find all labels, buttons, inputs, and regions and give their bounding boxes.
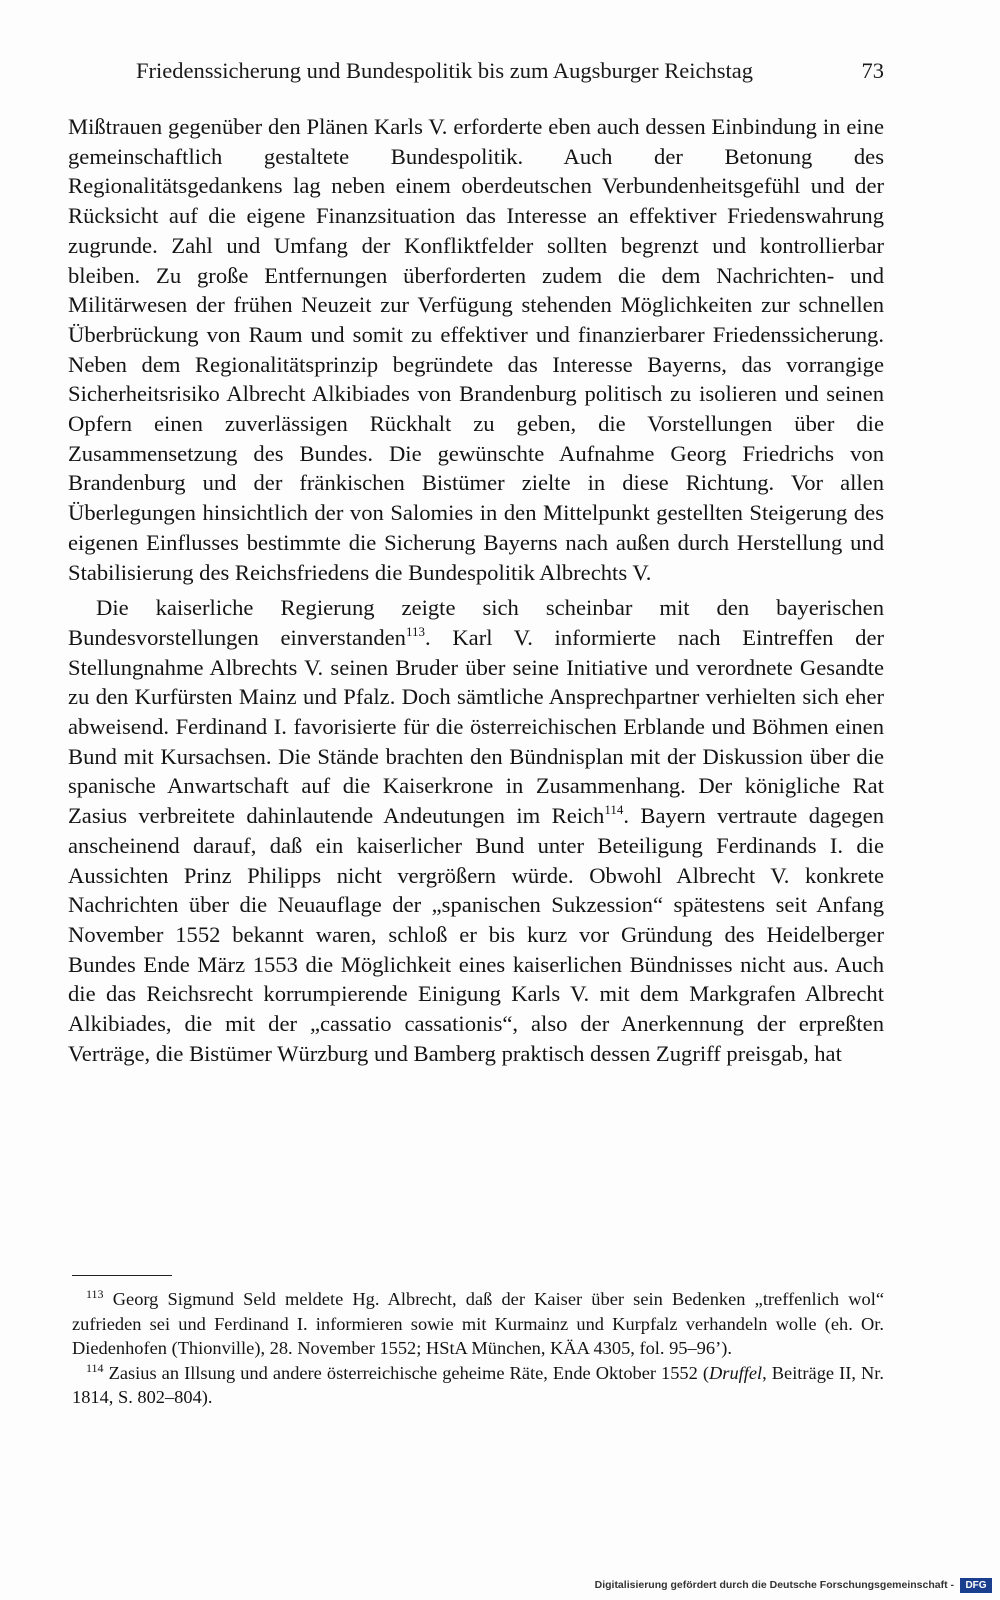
footnote-ref-114[interactable]: 114 [604,802,624,818]
footnote-divider [72,1275,172,1276]
dfg-logo[interactable]: DFG [960,1578,992,1593]
running-head [68,55,884,87]
footnote-ref-113[interactable]: 113 [405,623,425,639]
main-text [68,112,884,1069]
page-number: 73 [861,58,884,83]
footnote-author: Druffel [709,1362,763,1383]
digitization-credit: Digitalisierung gefördert durch die Deutsche Forschungsgemeinschaft - [594,1579,954,1591]
paragraph-2-part-a: Die kaiserliche Regierung zeigte sich scheinbar mit den bayerischen Bundesvorstellungen einverstanden [68,595,884,650]
running-title: Friedenssicherung und Bundespolitik bis zum Augsburger Reichstag [136,58,754,83]
footnote-113 [72,1287,884,1361]
paragraph-2-part-b: . Karl V. informierte nach Eintreffen der Stellungnahme Albrechts V. seinen Bruder über seine Initiative und verordnete Gesandte zu den Kurfürsten Mainz und Pfalz. Doch sämtliche Ansprechpartner verhielten sich eher abweisend. Ferdinand I. favorisierte für die österreichischen Erblande und Böhmen einen Bund mit Kursachsen. Die Stände brachten den Bündnisplan mit der Diskussion über die spanische Anwartschaft auf die Kaiserkrone in Zusammenhang. Der königliche Rat Zasius verbreitete dahinlautende Andeutungen im Reich [68,624,884,829]
footnote-number: 114 [86,1360,104,1375]
footnote-text: Georg Sigmund Seld meldete Hg. Albrecht, daß der Kaiser über sein Bedenken „treffenlich wol“ zufrieden sei und Ferdinand I. informieren sowie mit Kurmainz und Kurpfalz verhandeln wolle (eh. Or. Diedenhofen (Thionville), 28. November 1552; HStA München, KÄA 4305, fol. 95–96’). [72,1289,884,1359]
paragraph-2 [68,593,884,1068]
footnote-114 [72,1361,884,1410]
footnote-text-end: , Beiträge II, Nr. 1814, S. 802–804). [72,1362,884,1408]
paragraph-1: Mißtrauen gegenüber den Plänen Karls V. erforderte eben auch dessen Einbindung in eine gemeinschaftlich gestaltete Bundespolitik. Auch der Betonung des Regionalitätsgedankens lag neben einem oberdeutschen Verbundenheitsgefühl und der Rücksicht auf die eigene Finanzsituation das Interesse an effektiver Friedenswahrung zugrunde. Zahl und Umfang der Konfliktfelder sollten begrenzt und kontrollierbar bleiben. Zu große Entfernungen überforderten zudem die dem Nachrichten- und Militärwesen der frühen Neuzeit zur Verfügung stehenden Möglichkeiten zur schnellen Überbrückung von Raum und somit zu effektiver und finanzierbarer Friedenssicherung. Neben dem Regionalitätsprinzip begründete das Interesse Bayerns, das vorrangige Sicherheitsrisiko Albrecht Alkibiades von Brandenburg politisch zu isolieren und seinen Opfern einen zuverlässigen Rückhalt zu geben, die Vorstellungen über die Zusammensetzung des Bundes. Die gewünschte Aufnahme Georg Friedrichs von Brandenburg und der fränkischen Bistümer zielte in diese Richtung. Vor allen Überlegungen hinsichtlich der von Salomies in den Mittelpunkt gestellten Steigerung des eigenen Einflusses bestimmte die Sicherung Bayerns nach außen durch Herstellung und Stabilisierung des Reichsfriedens die Bundespolitik Albrechts V. [68,114,884,585]
paragraph-2-part-c: . Bayern vertraute dagegen anscheinend darauf, daß ein kaiserlicher Bund unter Beteiligung Ferdinands I. die Aussichten Prinz Philipps nicht vergrößern würde. Obwohl Albrecht V. konkrete Nachrichten über die Neuauflage der „spanischen Sukzession“ spätestens seit Anfang November 1552 bekannt waren, schloß er bis kurz vor Gründung des Heidelberger Bundes Ende März 1553 die Möglichkeit eines kaiserlichen Bündnisses nicht aus. Auch die das Reichsrecht korrumpierende Einigung Karls V. mit dem Markgrafen Albrecht Alkibiades, die mit der „cassatio cassationis“, also der Anerkennung der erpreßten Verträge, die Bistümer Würzburg und Bamberg praktisch dessen Zugriff preisgab, hat [68,803,884,1066]
footnote-number: 113 [86,1287,104,1301]
footnotes [72,1287,884,1410]
footnote-text: Zasius an Illsung und andere österreichische geheime Räte, Ende Oktober 1552 ( [108,1362,709,1383]
